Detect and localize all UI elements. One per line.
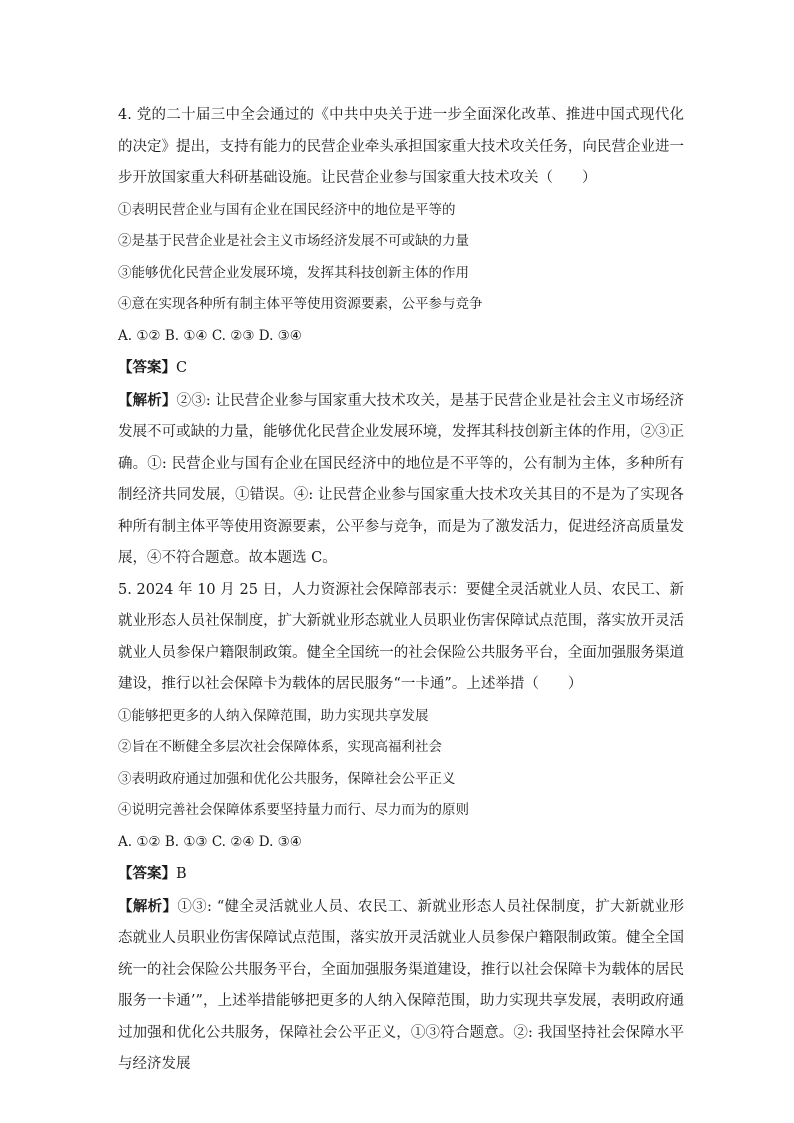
option-4: ④意在实现各种所有制主体平等使用资源要素，公平参与竞争 (118, 296, 483, 312)
answer-choices: A. ①② B. ①③ C. ②④ D. ③④ (118, 833, 302, 850)
question-4 (118, 100, 684, 575)
analysis-paragraph (118, 385, 684, 575)
option-4: ④说明完善社会保障体系要坚持量力而行、尽力而为的原则 (118, 802, 469, 818)
analysis-label: 【解析】 (118, 391, 177, 409)
answer-line (118, 858, 684, 891)
document-page (118, 100, 684, 1081)
answer-value: B (176, 866, 187, 882)
question-stem: 5. 2024 年 10 月 25 日，人力资源社会保障部表示：要健全灵活就业人员、农民工、新就业形态人员社保制度，扩大新就业形态就业人员职业伤害保障试点范围，落实放开灵活就业人员参保户籍限制政策。健全全国统一的社会保险公共服务平台，全面加强服务渠道建设，推行以社会保障卡为载体的居民服务“一卡通”。上述举措（ ） (118, 581, 684, 692)
option-1: ①表明民营企业与国有企业在国民经济中的地位是平等的 (118, 201, 456, 218)
answer-line (118, 352, 684, 385)
analysis-text: ①③: “健全灵活就业人员、农民工、新就业形态人员社保制度，扩大新就业形态就业人员职业伤害保障试点范围，落实放开灵活就业人员参保户籍限制政策。健全全国统一的社会保险公共服务平台，全面加强服务渠道建设，推行以社会保障卡为载体的居民服务一卡通’”，上述举措能够把更多的人纳入保障范围，助力实现共享发展，表明政府通过加强和优化公共服务，保障社会公平正义，①③符合题意。②: 我国坚持社会保障水平与经济发展 (118, 898, 685, 1072)
answer-label: 【答案】 (118, 359, 176, 376)
option-2: ②是基于民营企业是社会主义市场经济发展不可或缺的力量 (118, 233, 469, 249)
option-3: ③表明政府通过加强和优化公共服务，保障社会公平正义 (118, 770, 456, 787)
answer-choices: A. ①② B. ①④ C. ②③ D. ③④ (118, 327, 302, 344)
analysis-label: 【解析】 (118, 897, 178, 915)
question-stem: 4. 党的二十届三中全会通过的《中共中央关于进一步全面深化改革、推进中国式现代化的决定》提出，支持有能力的民营企业牵头承担国家重大技术攻关任务，向民营企业进一步开放国家重大科研基础设施。让民营企业参与国家重大技术攻关（ ） (118, 107, 684, 186)
analysis-text: ②③: 让民营企业参与国家重大技术攻关，是基于民营企业是社会主义市场经济发展不可或缺的力量，能够优化民营企业发展环境，发挥其科技创新主体的作用，②③正确。①: 民营企业与国有企业在国民经济中的地位是不平等的，公有制为主体，多种所有制经济共同发展，①错误。④: 让民营企业参与国家重大技术攻关其目的不是为了实现各种所有制主体平等使用资源要素，公平参与竞争，而是为了激发活力，促进经济高质量发展，④不符合题意。故本题选 C。 (118, 392, 685, 566)
option-3: ③能够优化民营企业发展环境，发挥其科技创新主体的作用 (118, 264, 469, 281)
answer-label: 【答案】 (118, 865, 176, 882)
option-1: ①能够把更多的人纳入保障范围，助力实现共享发展 (118, 707, 429, 724)
option-2: ②旨在不断健全多层次社会保障体系，实现高福利社会 (118, 739, 442, 755)
question-5 (118, 575, 684, 1081)
answer-value: C (176, 360, 188, 376)
analysis-paragraph (118, 891, 684, 1081)
